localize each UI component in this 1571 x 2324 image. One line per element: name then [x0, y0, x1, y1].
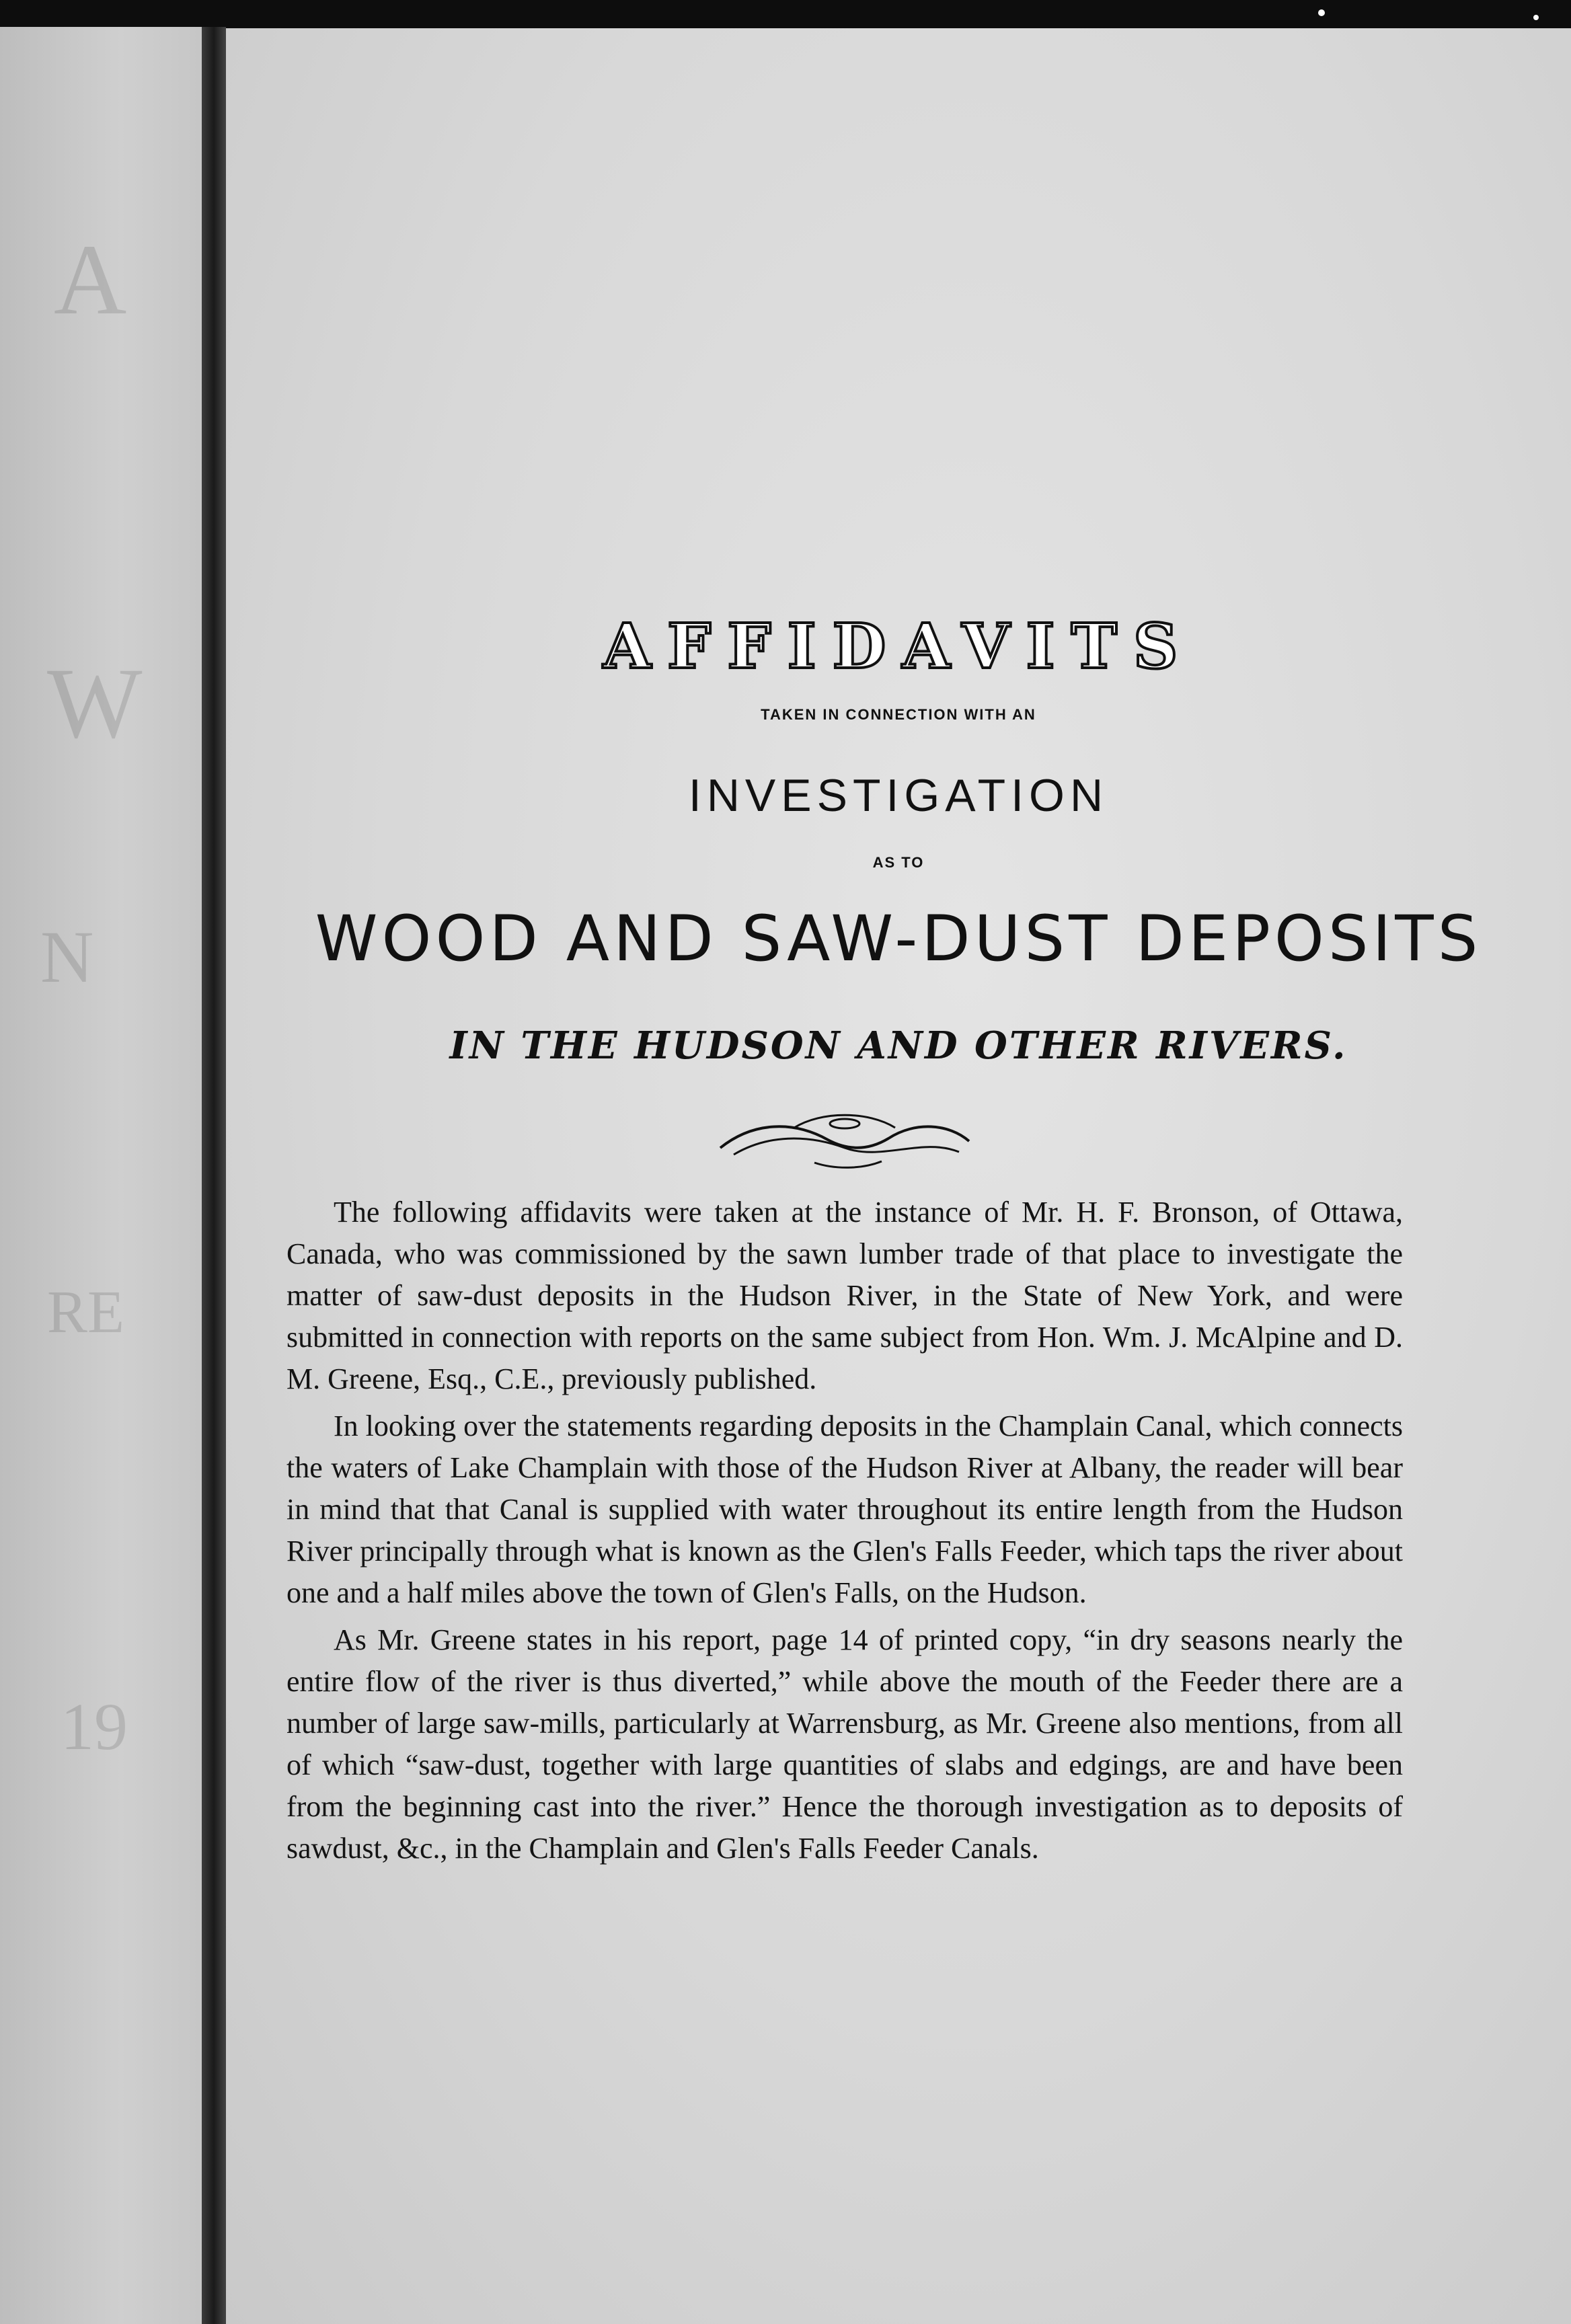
bleed-letter: A: [54, 224, 127, 336]
paragraph: In looking over the statements regarding deposits in the Champlain Canal, which connects the waters of Lake Champlain with those of the Hudson River at Albany, the reader will bear in mind that that Canal is supplied with water throughout its entire length from the Hudson River principally through what is known as the Glen's Falls Feeder, which taps the river about one and a half miles above the town of Glen's Falls, on the Hudson.: [286, 1409, 1403, 1609]
subtitle-as-to: AS TO: [872, 854, 925, 871]
paragraph: The following affidavits were taken at the instance of Mr. H. F. Bronson, of Ottawa, Canada, who was commissioned by the sawn lumber trade of that place to investigate the matter of saw-dust deposits in the Hudson River, in the State of New York, and were submitted in connection with reports on the same subject from Hon. Wm. J. McAlpine and D. M. Greene, Esq., C.E., previously published.: [286, 1196, 1403, 1395]
subtitle-taken: TAKEN IN CONNECTION WITH AN: [761, 706, 1036, 723]
book-gutter: [202, 27, 226, 2324]
body-text: [286, 1192, 1403, 1869]
bleed-letter: N: [40, 916, 94, 998]
heading-investigation: INVESTIGATION: [688, 770, 1109, 821]
heading-rivers: IN THE HUDSON AND OTHER RIVERS.: [449, 1023, 1348, 1068]
bleed-letter: W: [47, 648, 143, 759]
bleed-letter: 19: [61, 1689, 128, 1764]
bleed-letter: RE: [47, 1279, 125, 1346]
document-page: [226, 28, 1571, 2324]
paragraph: As Mr. Greene states in his report, page 14 of printed copy, “in dry seasons nearly the entire flow of the river is thus diverted,” while above the mouth of the Feeder there are a number of large saw-mills, particularly at Warrensburg, as Mr. Greene also mentions, from all of which “saw-dust, together with large quantities of slabs and edgings, are and have been from the beginning cast into the river.” Hence the thorough investigation as to deposits of sawdust, &c., in the Champlain and Glen's Falls Feeder Canals.: [286, 1623, 1403, 1865]
facing-page: [0, 27, 202, 2324]
scan-speck: [1318, 9, 1325, 16]
heading-deposits: WOOD AND SAW-DUST DEPOSITS: [315, 902, 1482, 976]
scan-speck: [1533, 15, 1539, 20]
flourish-ornament: [714, 1108, 976, 1171]
page-title: AFFIDAVITS: [603, 610, 1194, 683]
